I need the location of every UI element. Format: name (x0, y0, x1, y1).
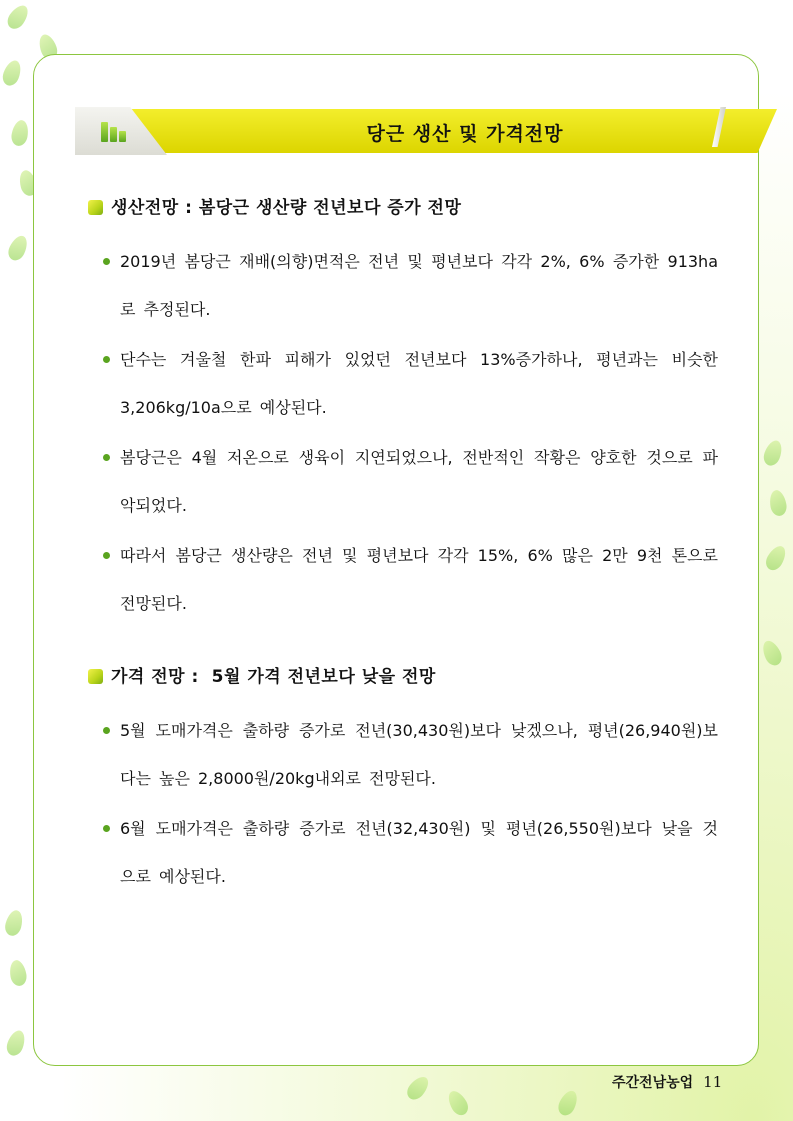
list-item (103, 805, 718, 901)
section-heading-text: 가격 전망 : 5월 가격 전년보다 낮을 전망 (111, 667, 436, 687)
list-item-text: 2019년 봄당근 재배(의향)면적은 전년 및 평년보다 각각 2%, 6% 증가한 913ha로 추정된다. (120, 252, 718, 319)
decorative-leaf (763, 543, 790, 574)
list-item-text: 따라서 봄당근 생산량은 전년 및 평년보다 각각 15%, 6% 많은 2만 9천 톤으로 전망된다. (120, 546, 718, 613)
list-item-text: 5월 도매가격은 출하량 증가로 전년(30,430원)보다 낮겠으나, 평년(26,940원)보다는 높은 2,8000원/20kg내외로 전망된다. (120, 721, 718, 788)
decorative-leaf (555, 1088, 580, 1118)
section-heading-text: 생산전망 : 봄당근 생산량 전년보다 증가 전망 (111, 198, 462, 218)
decorative-leaf (759, 638, 784, 668)
section-heading-production (88, 193, 461, 218)
section-heading-price (88, 662, 436, 687)
square-bullet-icon (88, 669, 103, 684)
bullet-dot-icon (103, 258, 110, 265)
title-banner (75, 107, 720, 155)
list-item-text: 단수는 겨울철 한파 피해가 있었던 전년보다 13%증가하나, 평년과는 비슷한 3,206kg/10a으로 예상된다. (120, 350, 718, 417)
list-item-text: 6월 도매가격은 출하량 증가로 전년(32,430원) 및 평년(26,550원)보다 낮을 것으로 예상된다. (120, 819, 718, 886)
publication-name: 주간전남농업 (612, 1075, 694, 1091)
list-item-text: 봄당근은 4월 저온으로 생육이 지연되었으나, 전반적인 작황은 양호한 것으로 파악되었다. (120, 448, 718, 515)
decorative-leaf (761, 438, 785, 468)
list-item (103, 238, 718, 334)
decorative-leaf (768, 489, 788, 517)
decorative-leaf (10, 119, 30, 147)
decorative-leaf (3, 908, 25, 937)
bullet-dot-icon (103, 552, 110, 559)
decorative-leaf (8, 959, 28, 987)
decorative-leaf (4, 2, 32, 32)
square-bullet-icon (88, 200, 103, 215)
bullet-dot-icon (103, 356, 110, 363)
decorative-leaf (445, 1088, 472, 1119)
list-item (103, 336, 718, 432)
page-number: 11 (703, 1073, 723, 1091)
page-footer (612, 1072, 722, 1092)
decorative-leaf (404, 1073, 433, 1103)
list-item (103, 434, 718, 530)
list-item (103, 707, 718, 803)
bullet-dot-icon (103, 727, 110, 734)
decorative-leaf (4, 1028, 28, 1058)
page-title: 당근 생산 및 가격전망 (366, 123, 564, 145)
decorative-leaf (5, 233, 30, 263)
bullet-dot-icon (103, 454, 110, 461)
decorative-leaf (0, 58, 24, 88)
bar-chart-icon (101, 120, 129, 142)
list-item (103, 532, 718, 628)
bullet-dot-icon (103, 825, 110, 832)
